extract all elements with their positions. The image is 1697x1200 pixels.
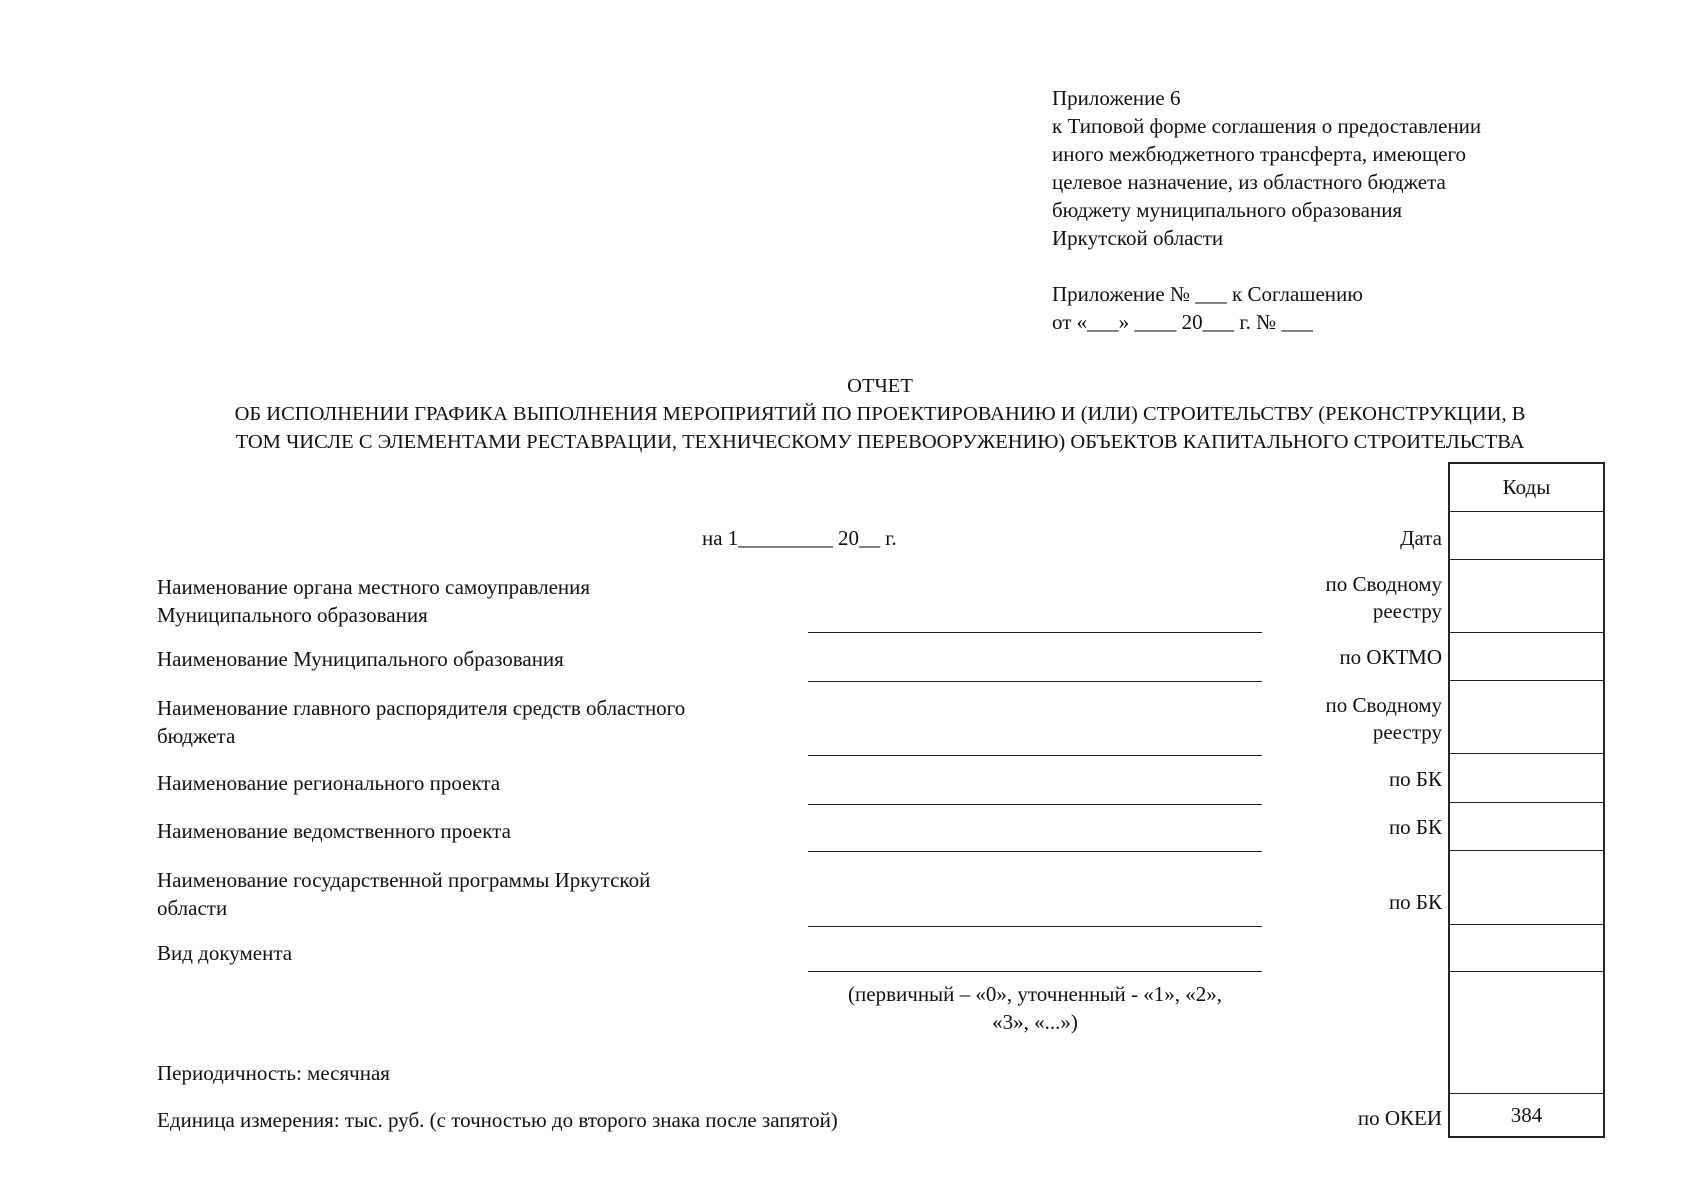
field-state-program: [157, 866, 757, 922]
appendix-line: бюджету муниципального образования: [1052, 198, 1403, 222]
field-label: Наименование государственной программы Иркутской: [157, 868, 651, 892]
code-labels: [1200, 0, 1442, 1200]
code-cell-oktmo[interactable]: [1450, 633, 1603, 681]
code-cell-document-type[interactable]: [1450, 925, 1603, 972]
code-cell-periodicity[interactable]: [1450, 972, 1603, 1094]
code-label-okei: по ОКЕИ: [1357, 1106, 1442, 1130]
code-cell-bk-2[interactable]: [1450, 803, 1603, 851]
field-document-type: [157, 939, 757, 967]
appendix-line: целевое назначение, из областного бюджета: [1052, 170, 1446, 194]
report-title-line-1: ОБ ИСПОЛНЕНИИ ГРАФИКА ВЫПОЛНЕНИЯ МЕРОПРИЯТИЙ ПО ПРОЕКТИРОВАНИЮ И (ИЛИ) СТРОИТЕЛЬСТВУ (РЕКОНСТРУКЦИИ, В: [234, 403, 1526, 425]
codes-table: [1448, 462, 1605, 1138]
code-label-date: Дата: [1400, 526, 1442, 550]
field-departmental-project-input-line[interactable]: [808, 851, 1262, 852]
field-municipality-input-line[interactable]: [808, 681, 1262, 682]
report-date: на 1_________ 20__ г.: [702, 526, 897, 550]
code-label-registry-1b: реестру: [1372, 599, 1442, 623]
field-regional-project: [157, 769, 757, 797]
unit-of-measure: Единица измерения: тыс. руб. (с точностью до второго знака после запятой): [157, 1108, 838, 1132]
field-label: Наименование Муниципального образования: [157, 647, 564, 671]
code-label-bk-2: по БК: [1388, 815, 1442, 839]
code-label-registry-1a: по Сводному: [1325, 572, 1442, 596]
hint-line: (первичный – «0», уточненный - «1», «2»,: [848, 982, 1222, 1006]
code-label-bk-3: по БК: [1388, 890, 1442, 914]
field-state-program-input-line[interactable]: [808, 926, 1262, 927]
appendix-line: Иркутской области: [1052, 226, 1224, 250]
field-label: Наименование главного распорядителя средств областного: [157, 696, 686, 720]
code-label-registry-2b: реестру: [1372, 720, 1442, 744]
field-label: Муниципального образования: [157, 603, 428, 627]
hint-line: «3», «...»): [992, 1010, 1078, 1034]
code-cell-bk-3[interactable]: [1450, 851, 1603, 925]
codes-header: Коды: [1450, 464, 1603, 512]
code-cell-registry-2[interactable]: [1450, 681, 1603, 754]
periodicity: Периодичность: месячная: [157, 1061, 390, 1085]
code-cell-okei[interactable]: 384: [1510, 1102, 1543, 1127]
field-label: Вид документа: [157, 941, 293, 965]
code-label-registry-2a: по Сводному: [1325, 693, 1442, 717]
appendix-line: Приложение 6: [1052, 86, 1181, 110]
appendix-line: иного межбюджетного трансферта, имеющего: [1052, 142, 1467, 166]
field-label: бюджета: [157, 724, 236, 748]
field-regional-project-input-line[interactable]: [808, 804, 1262, 805]
field-label: Наименование регионального проекта: [157, 771, 501, 795]
code-label-oktmo: по ОКТМО: [1339, 645, 1442, 669]
report-title-line-2: ТОМ ЧИСЛЕ С ЭЛЕМЕНТАМИ РЕСТАВРАЦИИ, ТЕХНИЧЕСКОМУ ПЕРЕВООРУЖЕНИЮ) ОБЪЕКТОВ КАПИТАЛЬНОГО СТРОИТЕЛЬСТВА: [235, 431, 1525, 453]
report-heading: ОТЧЕТ: [847, 375, 913, 397]
document-type-hint: [820, 980, 1250, 1036]
agreement-line-2: от «___» ____ 20___ г. № ___: [1052, 310, 1313, 334]
field-local-government-input-line[interactable]: [808, 632, 1262, 633]
field-chief-administrator: [157, 694, 757, 750]
code-cell-date[interactable]: [1450, 512, 1603, 560]
code-cell-registry-1[interactable]: [1450, 560, 1603, 633]
field-departmental-project: [157, 817, 757, 845]
field-document-type-input-line[interactable]: [808, 971, 1262, 972]
field-local-government: [157, 573, 757, 629]
appendix-line: к Типовой форме соглашения о предоставлении: [1052, 114, 1482, 138]
code-cell-bk-1[interactable]: [1450, 754, 1603, 803]
code-label-bk-1: по БК: [1388, 767, 1442, 791]
field-label: Наименование ведомственного проекта: [157, 819, 511, 843]
field-label: области: [157, 896, 228, 920]
field-municipality: [157, 645, 757, 673]
field-label: Наименование органа местного самоуправления: [157, 575, 591, 599]
agreement-line-1: Приложение № ___ к Соглашению: [1052, 282, 1363, 306]
field-chief-administrator-input-line[interactable]: [808, 755, 1262, 756]
